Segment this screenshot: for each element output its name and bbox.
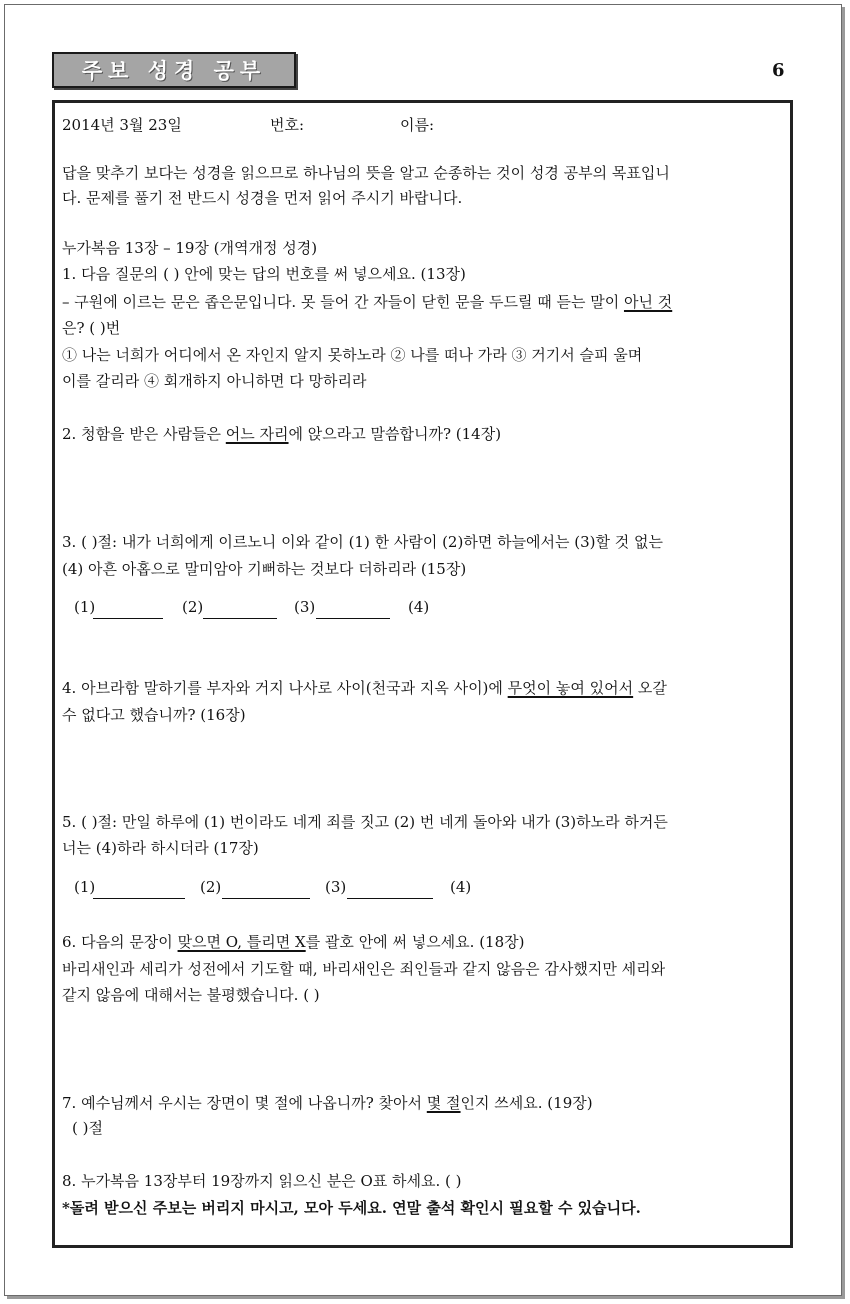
q1-line-2: – 구원에 이르는 문은 좁은문입니다. 못 들어 간 자들이 닫힌 문을 두드릴 때 듣는 말이 아닌 것	[62, 293, 673, 311]
title-banner	[52, 52, 296, 88]
q3-line-1: 3. ( )절: 내가 너희에게 이르노니 이와 같이 (1) 한 사람이 (2)하면 하늘에서는 (3)할 것 없는	[62, 533, 664, 551]
q2-emphasis: 어느 자리	[225, 425, 289, 443]
q1-option-line-2: 이를 갈리라 ④ 회개하지 아니하면 다 망하리라	[62, 372, 367, 390]
date-label: 2014년 3월 23일	[62, 116, 182, 134]
q5-blank-line-2[interactable]	[222, 898, 310, 899]
q3-blank-label-4: (4)	[408, 598, 430, 616]
q6-line-2: 바리새인과 세리가 성전에서 기도할 때, 바리새인은 죄인들과 같지 않음은 감사했지만 세리와	[62, 960, 666, 978]
intro-line-2: 다. 문제를 풀기 전 반드시 성경을 먼저 읽어 주시기 바랍니다.	[62, 189, 463, 207]
q4-emphasis: 무엇이 놓여 있어서	[507, 679, 634, 697]
q1-line-3: 은? ( )번	[62, 319, 121, 337]
q3-line-2: (4) 아흔 아홉으로 말미암아 기뻐하는 것보다 더하리라 (15장)	[62, 560, 467, 578]
q5-blank-line-1[interactable]	[93, 898, 185, 899]
q5-blank-label-3: (3)	[325, 878, 347, 896]
q7-answer-blank: ( )절	[72, 1119, 103, 1137]
q5-line-2: 너는 (4)하라 하시더라 (17장)	[62, 839, 259, 857]
intro-line-1: 답을 맞추기 보다는 성경을 읽으므로 하나님의 뜻을 알고 순종하는 것이 성경 공부의 목표입니	[62, 164, 670, 182]
q1-option-line-1: ① 나는 너희가 어디에서 온 자인지 알지 못하노라 ② 나를 떠나 가라 ③ 거기서 슬피 울며	[62, 346, 643, 364]
name-label: 이름:	[400, 116, 435, 134]
q5-blank-label-2: (2)	[200, 878, 222, 896]
section-title: 누가복음 13장 – 19장 (개역개정 성경)	[62, 239, 318, 257]
q3-blank-line-1[interactable]	[93, 618, 163, 619]
q8-line-1: 8. 누가복음 13장부터 19장까지 읽으신 분은 O표 하세요. ( )	[62, 1172, 462, 1190]
page-title: 주보 성경 공부	[81, 59, 267, 83]
q3-blank-label-3: (3)	[294, 598, 316, 616]
q5-blank-label-4: (4)	[450, 878, 472, 896]
q3-blank-label-1: (1)	[74, 598, 96, 616]
q5-blank-line-3[interactable]	[347, 898, 433, 899]
footer-note: *돌려 받으신 주보는 버리지 마시고, 모아 두세요. 연말 출석 확인시 필요할 수 있습니다.	[62, 1199, 641, 1217]
q6-line-3: 같지 않음에 대해서는 불평했습니다. ( )	[62, 986, 320, 1004]
q6-emphasis: 맞으면 O, 틀리면 X	[177, 933, 306, 951]
q1-emphasis: 아닌 것	[623, 293, 673, 311]
q1-line-1: 1. 다음 질문의 ( ) 안에 맞는 답의 번호를 써 넣으세요. (13장)	[62, 265, 466, 283]
page-number: 6	[772, 60, 785, 81]
q3-blank-line-2[interactable]	[203, 618, 277, 619]
number-label: 번호:	[270, 116, 305, 134]
q5-line-1: 5. ( )절: 만일 하루에 (1) 번이라도 네게 죄를 짓고 (2) 번 네게 돌아와 내가 (3)하노라 하거든	[62, 813, 668, 831]
q3-blank-label-2: (2)	[182, 598, 204, 616]
q7-line-1: 7. 예수님께서 우시는 장면이 몇 절에 나옵니까? 찾아서 몇 절인지 쓰세요. (19장)	[62, 1094, 593, 1112]
q3-blank-line-3[interactable]	[316, 618, 390, 619]
q5-blank-label-1: (1)	[74, 878, 96, 896]
q4-line-2: 수 없다고 했습니까? (16장)	[62, 706, 246, 724]
q6-line-1: 6. 다음의 문장이 맞으면 O, 틀리면 X를 괄호 안에 써 넣으세요. (18장)	[62, 933, 525, 951]
q2-line: 2. 청함을 받은 사람들은 어느 자리에 앉으라고 말씀합니까? (14장)	[62, 425, 502, 443]
q4-line-1: 4. 아브라함 말하기를 부자와 거지 나사로 사이(천국과 지옥 사이)에 무엇이 놓여 있어서 오갈	[62, 679, 667, 697]
q7-emphasis: 몇 절	[426, 1094, 461, 1112]
